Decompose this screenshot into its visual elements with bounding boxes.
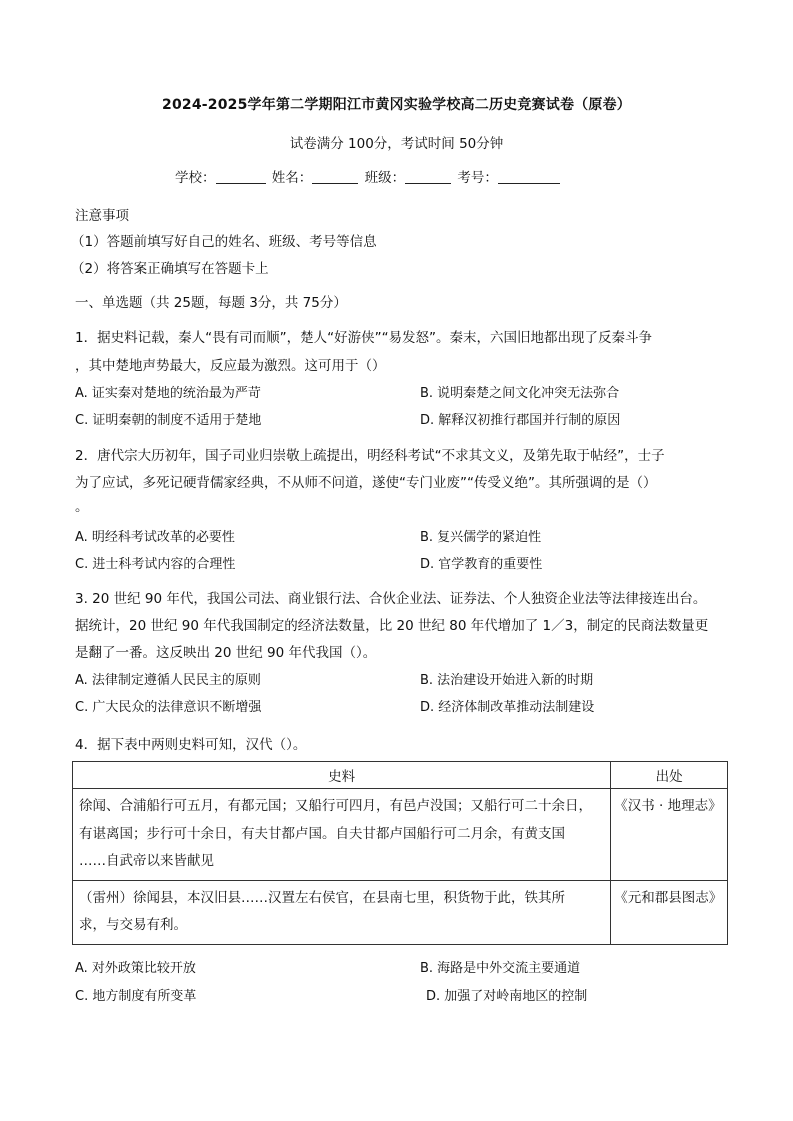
question-text: 据统计，20 世纪 90 年代我国制定的经济法数量，比 20 世纪 80 年代增加了 1／3，制定的民商法数量更 (75, 618, 709, 634)
option-a[interactable]: A. 法律制定遵循人民民主的原则 (75, 673, 261, 688)
table-header: 出处 (611, 762, 728, 789)
school-label: 学校： (175, 170, 216, 186)
source-table (72, 761, 728, 945)
table-cell (611, 880, 728, 944)
question-text: 。 (75, 499, 89, 515)
exam-number-blank[interactable] (498, 169, 560, 184)
cell-line: 求，与交易有利。 (79, 917, 187, 933)
table-header-row (73, 762, 728, 789)
section-heading: 一、单选题（共 25题，每题 3分，共 75分） (75, 295, 347, 311)
school-blank[interactable] (216, 169, 266, 184)
option-b[interactable]: B. 说明秦楚之间文化冲突无法弥合 (420, 386, 620, 401)
source-citation: 《元和郡县图志》 (614, 889, 723, 906)
option-b[interactable]: B. 海路是中外交流主要通道 (420, 961, 581, 976)
source-citation: 《汉书 · 地理志》 (614, 798, 722, 814)
question-text: 3. 20 世纪 90 年代，我国公司法、商业银行法、合伙企业法、证券法、个人独资企业法等法律接连出台。 (75, 591, 707, 607)
option-c[interactable]: C. 证明秦朝的制度不适用于楚地 (75, 413, 262, 428)
note-item: （1）答题前填写好自己的姓名、班级、考号等信息 (71, 234, 377, 250)
note-item: （2）将答案正确填写在答题卡上 (71, 261, 269, 277)
class-label: 班级： (364, 170, 406, 186)
option-b[interactable]: B. 法治建设开始进入新的时期 (420, 673, 594, 688)
option-a[interactable]: A. 明经科考试改革的必要性 (75, 530, 235, 545)
table-row (73, 789, 728, 881)
option-a[interactable]: A. 对外政策比较开放 (75, 961, 196, 976)
exam-number-label: 考号： (457, 170, 498, 186)
option-a[interactable]: A. 证实秦对楚地的统治最为严苛 (75, 386, 261, 401)
option-c[interactable]: C. 地方制度有所变革 (75, 989, 197, 1004)
table-cell (73, 880, 611, 944)
question-text: 1．据史料记载，秦人“畏有司而顺”，楚人“好游侠”“易发怒”。秦末，六国旧地都出现了反秦斗争 (75, 330, 653, 346)
question-text: 为了应试，多死记硬背儒家经典，不从师不问道，遂使“专门业废”“传受义绝”。其所强调的是（） (75, 475, 657, 491)
option-d[interactable]: D. 官学教育的重要性 (420, 557, 543, 572)
table-row (73, 880, 728, 944)
class-blank[interactable] (405, 169, 451, 184)
option-d[interactable]: D. 经济体制改革推动法制建设 (420, 700, 595, 715)
exam-title: 2024-2025学年第二学期阳江市黄冈实验学校高二历史竞赛试卷（原卷） (162, 97, 631, 113)
cell-line: （雷州）徐闻县，本汉旧县……汉置左右侯官，在县南七里，积货物于此，铁其所 (79, 889, 565, 906)
question-text: 是翻了一番。这反映出 20 世纪 90 年代我国（）。 (75, 645, 377, 661)
student-info-row (175, 166, 560, 186)
table-cell (73, 789, 611, 881)
cell-line: 徐闻、合浦船行可五月，有都元国；又船行可四月，有邑卢没国；又船行可二十余日， (79, 798, 592, 814)
cell-line: 有谌离国；步行可十余日，有夫甘都卢国。自夫甘都卢国船行可二月余，有黄支国 (79, 825, 565, 842)
name-blank[interactable] (312, 169, 358, 184)
name-label: 姓名： (271, 170, 313, 186)
cell-line: ……自武帝以来皆献见 (79, 853, 214, 869)
option-c[interactable]: C. 广大民众的法律意识不断增强 (75, 700, 262, 715)
option-b[interactable]: B. 复兴儒学的紧迫性 (420, 530, 542, 545)
question-text: 2．唐代宗大历初年，国子司业归崇敬上疏提出，明经科考试“不求其文义，及第先取于帖经”，士子 (75, 448, 665, 464)
table-header: 史料 (73, 762, 611, 789)
option-c[interactable]: C. 进士科考试内容的合理性 (75, 557, 236, 572)
notes-heading: 注意事项 (75, 208, 129, 224)
option-d[interactable]: D. 解释汉初推行郡国并行制的原因 (420, 413, 621, 428)
exam-subtitle: 试卷满分 100分，考试时间 50分钟 (289, 136, 504, 152)
question-text: ，其中楚地声势最大，反应最为激烈。这可用于（） (75, 358, 386, 374)
option-d[interactable]: D. 加强了对岭南地区的控制 (426, 989, 588, 1004)
table-cell (611, 789, 728, 881)
question-text: 4．据下表中两则史料可知，汉代（）。 (75, 737, 307, 753)
